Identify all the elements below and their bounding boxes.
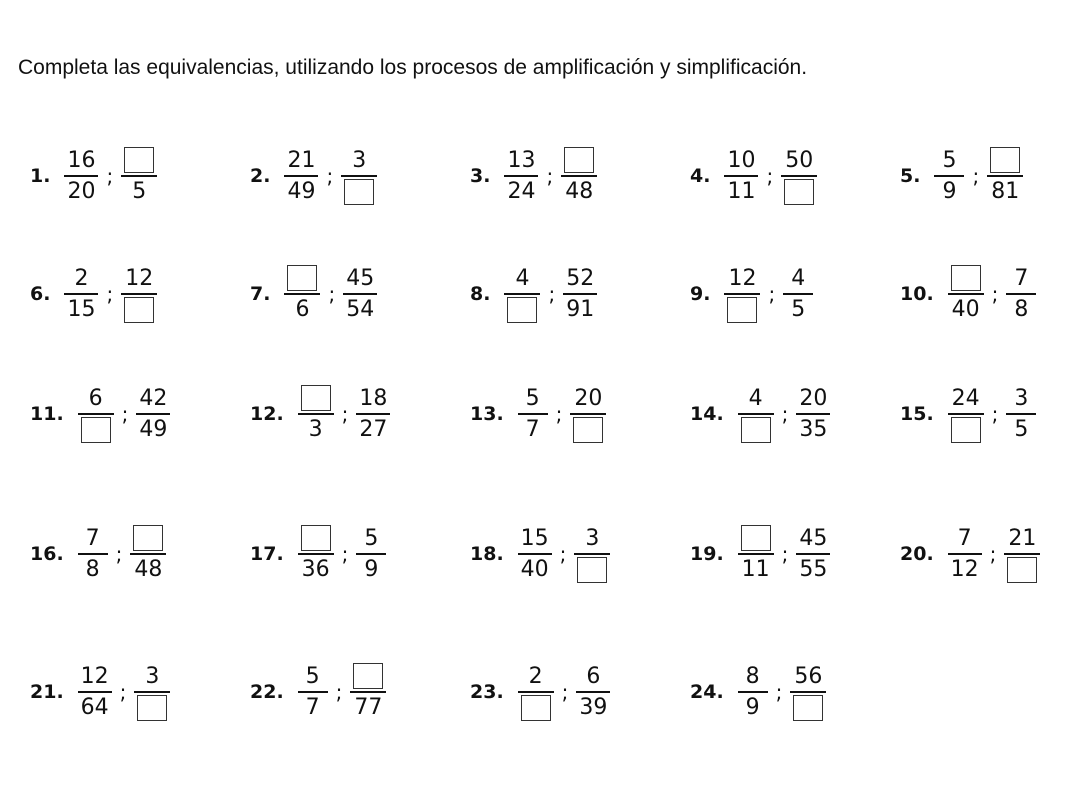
fraction	[948, 259, 984, 329]
separator: ;	[106, 282, 114, 306]
numerator: 6	[88, 386, 103, 411]
numerator: 21	[1008, 526, 1037, 551]
separator: ;	[775, 680, 783, 704]
fraction	[64, 259, 98, 329]
denominator-slot	[948, 415, 984, 449]
fraction	[284, 141, 318, 211]
fraction	[518, 657, 554, 727]
answer-blank-box[interactable]	[990, 147, 1020, 173]
exercise-item	[470, 136, 597, 216]
numerator-slot	[561, 141, 597, 175]
numerator-slot	[298, 519, 334, 553]
answer-blank-box[interactable]	[1007, 557, 1037, 583]
answer-blank-box[interactable]	[793, 695, 823, 721]
numerator: 7	[85, 526, 100, 551]
numerator: 8	[745, 664, 760, 689]
exercise-item	[690, 136, 817, 216]
numerator: 4	[515, 266, 530, 291]
numerator: 5	[942, 148, 957, 173]
separator: ;	[768, 282, 776, 306]
exercise-number: 13.	[470, 403, 504, 425]
numerator: 7	[1014, 266, 1029, 291]
numerator: 24	[951, 386, 980, 411]
denominator: 7	[525, 417, 540, 442]
fraction	[987, 141, 1023, 211]
denominator-slot	[738, 415, 774, 449]
fraction	[298, 657, 328, 727]
fraction	[1004, 519, 1040, 589]
denominator: 77	[354, 695, 383, 720]
fraction	[948, 519, 982, 589]
fraction	[121, 141, 157, 211]
fraction	[790, 657, 826, 727]
answer-blank-box[interactable]	[137, 695, 167, 721]
numerator: 16	[67, 148, 96, 173]
exercise-item	[690, 374, 830, 454]
answer-blank-box[interactable]	[507, 297, 537, 323]
exercise-number: 18.	[470, 543, 504, 565]
separator: ;	[561, 680, 569, 704]
separator: ;	[781, 402, 789, 426]
fraction	[796, 519, 830, 589]
denominator-slot	[121, 295, 157, 329]
exercise-number: 8.	[470, 283, 491, 305]
exercise-item	[30, 374, 170, 454]
numerator: 3	[1014, 386, 1029, 411]
separator: ;	[991, 402, 999, 426]
separator: ;	[972, 164, 980, 188]
fraction	[561, 141, 597, 211]
denominator-slot	[790, 693, 826, 727]
denominator: 49	[287, 179, 316, 204]
separator: ;	[766, 164, 774, 188]
fraction	[783, 259, 813, 329]
fraction	[518, 519, 552, 589]
fraction	[724, 259, 760, 329]
fraction	[136, 379, 170, 449]
denominator: 81	[991, 179, 1020, 204]
exercise-item	[30, 652, 170, 732]
separator: ;	[121, 402, 129, 426]
separator: ;	[548, 282, 556, 306]
exercise-item	[470, 514, 610, 594]
answer-blank-box[interactable]	[133, 525, 163, 551]
separator: ;	[326, 164, 334, 188]
fraction	[504, 259, 540, 329]
separator: ;	[341, 402, 349, 426]
numerator-slot	[987, 141, 1023, 175]
denominator: 20	[67, 179, 96, 204]
denominator: 15	[67, 297, 96, 322]
numerator: 3	[352, 148, 367, 173]
exercise-item	[250, 254, 377, 334]
fraction	[134, 657, 170, 727]
denominator-slot	[341, 177, 377, 211]
numerator: 21	[287, 148, 316, 173]
denominator: 9	[364, 557, 379, 582]
denominator: 55	[799, 557, 828, 582]
numerator: 5	[364, 526, 379, 551]
answer-blank-box[interactable]	[741, 417, 771, 443]
exercise-number: 12.	[250, 403, 284, 425]
numerator-slot	[121, 141, 157, 175]
answer-blank-box[interactable]	[344, 179, 374, 205]
exercise-number: 11.	[30, 403, 64, 425]
numerator: 13	[507, 148, 536, 173]
denominator: 3	[308, 417, 323, 442]
denominator: 48	[134, 557, 163, 582]
exercise-item	[30, 136, 157, 216]
numerator: 10	[727, 148, 756, 173]
numerator-slot	[738, 519, 774, 553]
exercise-item	[900, 254, 1036, 334]
fraction	[948, 379, 984, 449]
exercise-number: 5.	[900, 165, 921, 187]
exercise-item	[470, 374, 606, 454]
exercise-number: 10.	[900, 283, 934, 305]
numerator-slot	[298, 379, 334, 413]
answer-blank-box[interactable]	[301, 525, 331, 551]
numerator: 12	[728, 266, 757, 291]
answer-blank-box[interactable]	[951, 265, 981, 291]
separator: ;	[115, 542, 123, 566]
fraction	[576, 657, 610, 727]
denominator: 11	[727, 179, 756, 204]
fraction	[574, 519, 610, 589]
instruction-text: Completa las equivalencias, utilizando los procesos de amplificación y simplificación.	[18, 56, 808, 79]
fraction	[796, 379, 830, 449]
exercise-number: 14.	[690, 403, 724, 425]
numerator: 56	[794, 664, 823, 689]
numerator: 50	[785, 148, 814, 173]
denominator: 7	[305, 695, 320, 720]
numerator: 20	[799, 386, 828, 411]
denominator: 5	[1014, 417, 1029, 442]
fraction	[343, 259, 377, 329]
fraction	[1006, 259, 1036, 329]
denominator: 36	[301, 557, 330, 582]
numerator: 2	[528, 664, 543, 689]
exercise-item	[250, 514, 386, 594]
fraction	[518, 379, 548, 449]
exercise-number: 19.	[690, 543, 724, 565]
exercise-item	[470, 652, 610, 732]
fraction	[738, 519, 774, 589]
denominator: 49	[139, 417, 168, 442]
numerator: 45	[799, 526, 828, 551]
answer-blank-box[interactable]	[124, 297, 154, 323]
numerator-slot	[350, 657, 386, 691]
fraction	[724, 141, 758, 211]
fraction	[934, 141, 964, 211]
answer-blank-box[interactable]	[81, 417, 111, 443]
exercise-number: 9.	[690, 283, 711, 305]
exercise-number: 16.	[30, 543, 64, 565]
fraction	[1006, 379, 1036, 449]
fraction	[504, 141, 538, 211]
exercise-number: 22.	[250, 681, 284, 703]
fraction	[356, 379, 390, 449]
numerator: 4	[791, 266, 806, 291]
numerator: 42	[139, 386, 168, 411]
fraction	[570, 379, 606, 449]
numerator: 2	[74, 266, 89, 291]
separator: ;	[559, 542, 567, 566]
exercise-number: 23.	[470, 681, 504, 703]
exercise-item	[30, 514, 166, 594]
answer-blank-box[interactable]	[521, 695, 551, 721]
answer-blank-box[interactable]	[564, 147, 594, 173]
separator: ;	[335, 680, 343, 704]
exercise-number: 15.	[900, 403, 934, 425]
answer-blank-box[interactable]	[727, 297, 757, 323]
denominator-slot	[724, 295, 760, 329]
separator: ;	[341, 542, 349, 566]
denominator-slot	[570, 415, 606, 449]
exercise-number: 7.	[250, 283, 271, 305]
denominator-slot	[781, 177, 817, 211]
fraction	[64, 141, 98, 211]
fraction	[284, 259, 320, 329]
exercise-item	[250, 652, 386, 732]
fraction	[78, 379, 114, 449]
numerator: 7	[957, 526, 972, 551]
answer-blank-box[interactable]	[124, 147, 154, 173]
separator: ;	[106, 164, 114, 188]
denominator-slot	[518, 693, 554, 727]
exercise-item	[30, 254, 157, 334]
numerator: 20	[574, 386, 603, 411]
answer-blank-box[interactable]	[741, 525, 771, 551]
numerator-slot	[130, 519, 166, 553]
fraction	[130, 519, 166, 589]
separator: ;	[555, 402, 563, 426]
answer-blank-box[interactable]	[951, 417, 981, 443]
fraction	[350, 657, 386, 727]
numerator: 6	[586, 664, 601, 689]
answer-blank-box[interactable]	[577, 557, 607, 583]
exercise-number: 17.	[250, 543, 284, 565]
denominator: 35	[799, 417, 828, 442]
numerator: 4	[748, 386, 763, 411]
exercise-item	[900, 514, 1040, 594]
fraction	[298, 379, 334, 449]
denominator: 9	[745, 695, 760, 720]
exercise-item	[470, 254, 597, 334]
exercise-item	[900, 136, 1023, 216]
denominator: 8	[85, 557, 100, 582]
denominator: 5	[791, 297, 806, 322]
exercise-item	[250, 374, 390, 454]
numerator-slot	[948, 259, 984, 293]
exercise-item	[690, 514, 830, 594]
denominator: 64	[80, 695, 109, 720]
fraction	[781, 141, 817, 211]
fraction	[738, 379, 774, 449]
separator: ;	[781, 542, 789, 566]
denominator: 40	[520, 557, 549, 582]
denominator: 40	[951, 297, 980, 322]
numerator: 12	[80, 664, 109, 689]
answer-blank-box[interactable]	[287, 265, 317, 291]
denominator: 12	[950, 557, 979, 582]
denominator: 91	[566, 297, 595, 322]
answer-blank-box[interactable]	[301, 385, 331, 411]
answer-blank-box[interactable]	[784, 179, 814, 205]
denominator: 39	[579, 695, 608, 720]
exercise-number: 24.	[690, 681, 724, 703]
exercise-number: 21.	[30, 681, 64, 703]
denominator-slot	[574, 555, 610, 589]
denominator-slot	[134, 693, 170, 727]
fraction	[121, 259, 157, 329]
answer-blank-box[interactable]	[353, 663, 383, 689]
denominator: 48	[565, 179, 594, 204]
exercise-number: 2.	[250, 165, 271, 187]
separator: ;	[546, 164, 554, 188]
exercise-item	[250, 136, 377, 216]
numerator: 5	[525, 386, 540, 411]
denominator: 11	[741, 557, 770, 582]
denominator: 6	[295, 297, 310, 322]
separator: ;	[991, 282, 999, 306]
denominator-slot	[504, 295, 540, 329]
answer-blank-box[interactable]	[573, 417, 603, 443]
exercise-number: 6.	[30, 283, 51, 305]
numerator: 5	[305, 664, 320, 689]
exercise-number: 4.	[690, 165, 711, 187]
denominator: 54	[346, 297, 375, 322]
denominator: 24	[507, 179, 536, 204]
numerator: 3	[145, 664, 160, 689]
fraction	[78, 519, 108, 589]
separator: ;	[989, 542, 997, 566]
fraction	[563, 259, 597, 329]
numerator: 52	[566, 266, 595, 291]
separator: ;	[119, 680, 127, 704]
denominator-slot	[78, 415, 114, 449]
denominator: 5	[132, 179, 147, 204]
exercise-item	[900, 374, 1036, 454]
exercise-number: 3.	[470, 165, 491, 187]
numerator: 12	[125, 266, 154, 291]
numerator: 18	[359, 386, 388, 411]
numerator: 15	[520, 526, 549, 551]
fraction	[356, 519, 386, 589]
denominator: 9	[942, 179, 957, 204]
denominator-slot	[1004, 555, 1040, 589]
numerator: 45	[346, 266, 375, 291]
separator: ;	[328, 282, 336, 306]
exercise-number: 1.	[30, 165, 51, 187]
fraction	[341, 141, 377, 211]
denominator: 8	[1014, 297, 1029, 322]
exercise-item	[690, 652, 826, 732]
fraction	[298, 519, 334, 589]
exercise-item	[690, 254, 813, 334]
exercise-number: 20.	[900, 543, 934, 565]
fraction	[78, 657, 112, 727]
numerator: 3	[585, 526, 600, 551]
numerator-slot	[284, 259, 320, 293]
denominator: 27	[359, 417, 388, 442]
fraction	[738, 657, 768, 727]
